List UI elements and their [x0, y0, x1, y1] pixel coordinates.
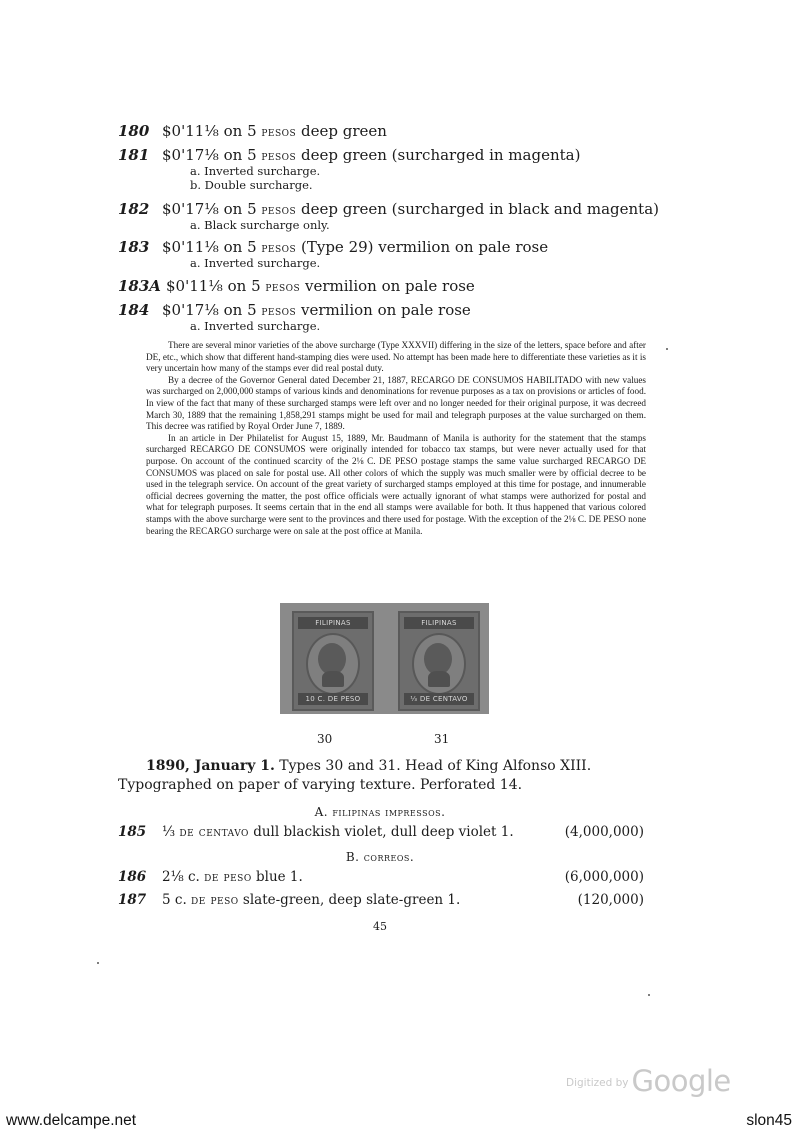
- issue-description: Types 30 and 31. Head of King Alfonso XIII. Typographed on paper of varying texture. Perforated 14.: [118, 758, 592, 793]
- entry-number: 183A: [118, 277, 161, 295]
- quantity: (120,000): [577, 892, 644, 908]
- digitized-by-google-logo: $^{Digitized by}$ Google: [566, 1064, 731, 1098]
- section-title: A. filipinas impressos.: [314, 805, 446, 819]
- scan-speck: [648, 994, 650, 996]
- stamp-bottom-label: ⅓ DE CENTAVO: [404, 693, 474, 705]
- entry-183: 183 $0'11⅛ on 5 pesos (Type 29) vermilion on pale rose: [118, 238, 549, 256]
- stamp-top-label: FILIPINAS: [298, 617, 368, 629]
- stamp-type-30: [292, 611, 374, 711]
- variety-line: a. Black surcharge only.: [190, 218, 330, 232]
- entry-number: 182: [118, 200, 150, 218]
- entry-number: 186: [118, 869, 147, 885]
- quantity: (6,000,000): [564, 869, 644, 885]
- note-paragraph: In an article in Der Philatelist for August 15, 1889, Mr. Baudmann of Manila is authority for the statement that the stamps surcharged RECARGO DE CONSUMOS were originally intended for tobacco tax stamps, but were never actually used for that purpose. On account of the continued scarcity of the 2⅛ C. DE PESO postage stamps the same value surcharged RECARGO DE CONSUMOS was placed on sale for postal use. All other colors of which the supply was much smaller were by official decree to be used in the telegraph service. On account of the great variety of surcharged stamps employed at this time for postage, and innumerable official decrees governing the matter, the post office officials were actually ignorant of what stamps were authorized for postal and what for telegraph purposes. It seems certain that in the end all stamps were available for both. It thus happened that various colored stamps with the above surcharge were sent to the provinces and there used for postage. With the exception of the 2⅛ C. DE PESO none bearing the RECARGO surcharge were on sale at the post office at Manila.: [146, 432, 646, 536]
- section-title: B. correos.: [345, 850, 415, 864]
- variety-line: a. Inverted surcharge.: [190, 256, 321, 270]
- entry-182: 182 $0'17⅛ on 5 pesos deep green (surcharged in black and magenta): [118, 200, 660, 218]
- variety-line: a. Inverted surcharge.: [190, 319, 321, 333]
- stamp-top-label: FILIPINAS: [404, 617, 474, 629]
- stamp-bottom-label: 10 C. DE PESO: [298, 693, 368, 705]
- variety-line: b. Double surcharge.: [190, 178, 313, 192]
- portrait-bust-icon: [428, 671, 450, 687]
- entry-186: 186 2⅛ c. de peso blue 1. (6,000,000): [118, 869, 644, 885]
- watermark-site: www.delcampe.net: [6, 1112, 137, 1129]
- entry-number: 187: [118, 892, 147, 908]
- entry-187: 187 5 c. de peso slate-green, deep slate-green 1. (120,000): [118, 892, 644, 908]
- entry-number: 181: [118, 146, 150, 164]
- notes-block: [146, 340, 646, 537]
- page-number: 45: [373, 920, 387, 933]
- portrait-bust-icon: [322, 671, 344, 687]
- quantity: (4,000,000): [564, 824, 644, 840]
- stamp-illustration: [280, 603, 489, 714]
- entry-185: 185 ⅓ de centavo dull blackish violet, dull deep violet 1. (4,000,000): [118, 824, 644, 840]
- scan-speck: [97, 962, 99, 964]
- stamp-caption: 30: [317, 732, 333, 746]
- entry-181: 181 $0'17⅛ on 5 pesos deep green (surcharged in magenta): [118, 146, 581, 164]
- stamp-caption: 31: [434, 732, 450, 746]
- entry-number: 180: [118, 122, 150, 140]
- note-paragraph: By a decree of the Governor General dated December 21, 1887, RECARGO DE CONSUMOS HABILITADO with new values was surcharged on 2,000,000 stamps of various kinds and denominations for revenue purposes as a tax on provisions or articles of food. In view of the fact that many of these surcharged stamps were left over and no longer needed for their original purpose, it was decreed March 30, 1889 that the remaining 1,858,291 stamps might be used for mail and telegraph purposes at the value surcharged on them. This decree was ratified by Royal Order June 7, 1889.: [146, 374, 646, 432]
- entry-number: 183: [118, 238, 150, 256]
- entry-184: 184 $0'17⅛ on 5 pesos vermilion on pale rose: [118, 301, 471, 319]
- issue-date: 1890, January 1.: [146, 758, 275, 774]
- stamp-type-31: [398, 611, 480, 711]
- scan-speck: [666, 348, 668, 350]
- entry-number: 184: [118, 301, 150, 319]
- entry-183a: 183A $0'11⅛ on 5 pesos vermilion on pale rose: [118, 277, 475, 295]
- watermark-seller: slon45: [746, 1112, 792, 1129]
- issue-heading: [118, 757, 646, 795]
- variety-line: a. Inverted surcharge.: [190, 164, 321, 178]
- entry-180: 180 $0'11⅛ on 5 pesos deep green: [118, 122, 387, 140]
- note-paragraph: There are several minor varieties of the above surcharge (Type XXXVII) differing in the size of the letters, space before and after DE, etc., which show that different hand-stamping dies were used. No attempt has been made here to differentiate these varieties as it is very uncertain how many of the stamps ever did real postal duty.: [146, 340, 646, 374]
- entry-number: 185: [118, 824, 147, 840]
